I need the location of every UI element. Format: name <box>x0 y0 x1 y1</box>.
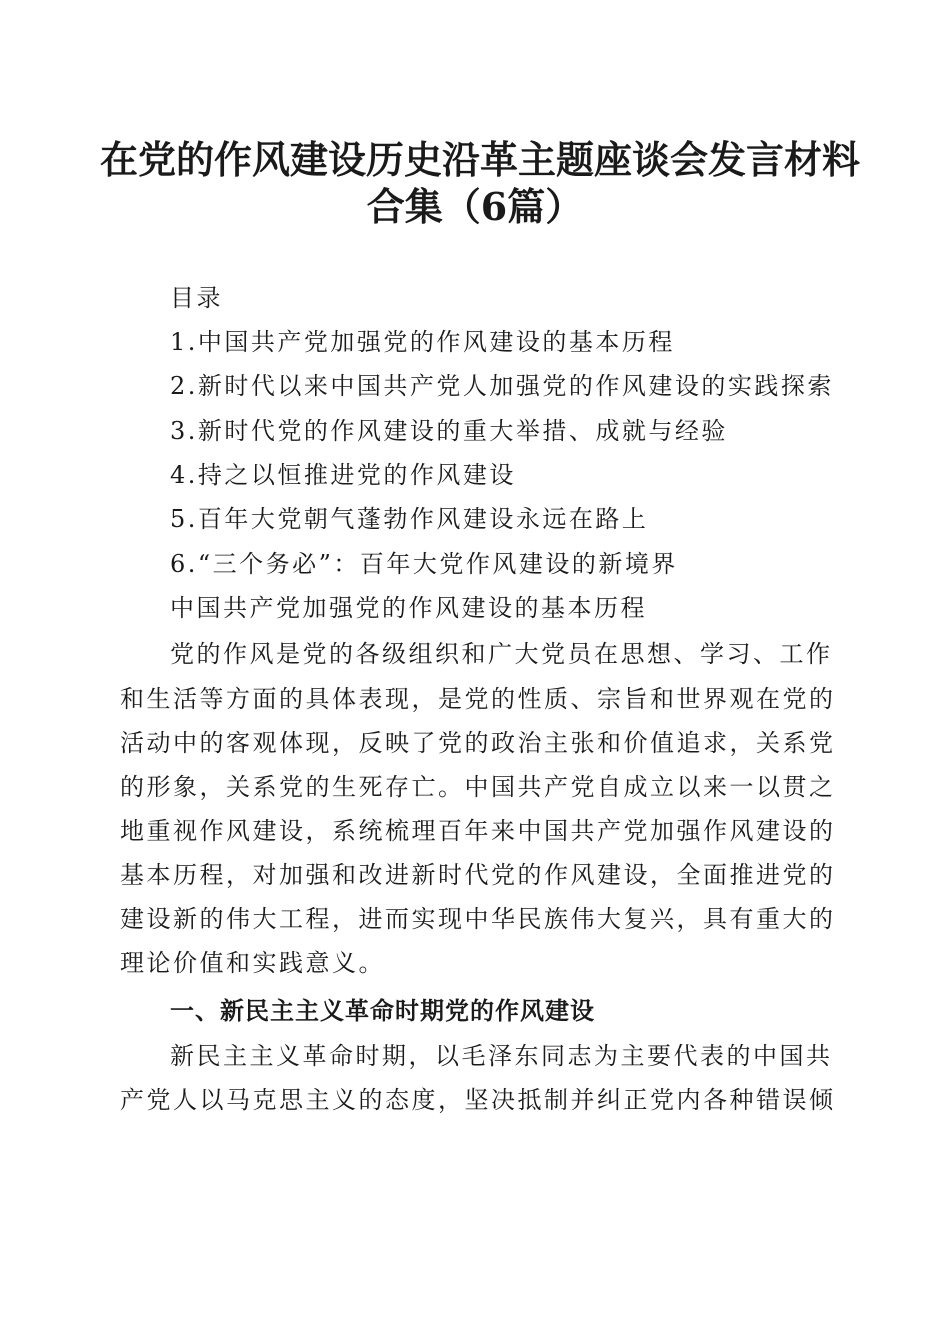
toc-item-1: 1.中国共产党加强党的作风建设的基本历程 <box>170 328 675 356</box>
toc-item-4: 4.持之以恒推进党的作风建设 <box>170 461 516 489</box>
paragraph-1-line-4: 的形象，关系党的生死存亡。中国共产党自成立以来一以贯之 <box>120 773 836 801</box>
article-title: 中国共产党加强党的作风建设的基本历程 <box>170 594 647 622</box>
document-title-line-1: 在党的作风建设历史沿革主题座谈会发言材料 <box>100 137 861 182</box>
paragraph-1-line-3: 活动中的客观体现，反映了党的政治主张和价值追求，关系党 <box>120 729 836 757</box>
paragraph-1-line-8: 理论价值和实践意义。 <box>120 949 385 977</box>
toc-item-5: 5.百年大党朝气蓬勃作风建设永远在路上 <box>170 505 649 533</box>
paragraph-1-line-5: 地重视作风建设，系统梳理百年来中国共产党加强作风建设的 <box>120 817 836 845</box>
paragraph-1-line-2: 和生活等方面的具体表现，是党的性质、宗旨和世界观在党的 <box>120 685 836 713</box>
toc-item-6: 6.“三个务必”：百年大党作风建设的新境界 <box>170 550 678 578</box>
section-1-heading: 一、新民主主义革命时期党的作风建设 <box>170 997 595 1025</box>
paragraph-2-line-2: 产党人以马克思主义的态度，坚决抵制并纠正党内各种错误倾 <box>120 1086 836 1114</box>
document-title-line-2: 合集（6篇） <box>366 184 584 229</box>
paragraph-1-line-6: 基本历程，对加强和改进新时代党的作风建设，全面推进党的 <box>120 861 836 889</box>
paragraph-1-line-7: 建设新的伟大工程，进而实现中华民族伟大复兴，具有重大的 <box>120 905 836 933</box>
toc-heading: 目录 <box>170 284 223 312</box>
paragraph-1-line-1: 党的作风是党的各级组织和广大党员在思想、学习、工作 <box>170 640 833 668</box>
toc-item-3: 3.新时代党的作风建设的重大举措、成就与经验 <box>170 417 728 445</box>
toc-item-2: 2.新时代以来中国共产党人加强党的作风建设的实践探索 <box>170 372 834 400</box>
paragraph-2-line-1: 新民主主义革命时期，以毛泽东同志为主要代表的中国共 <box>170 1042 833 1070</box>
